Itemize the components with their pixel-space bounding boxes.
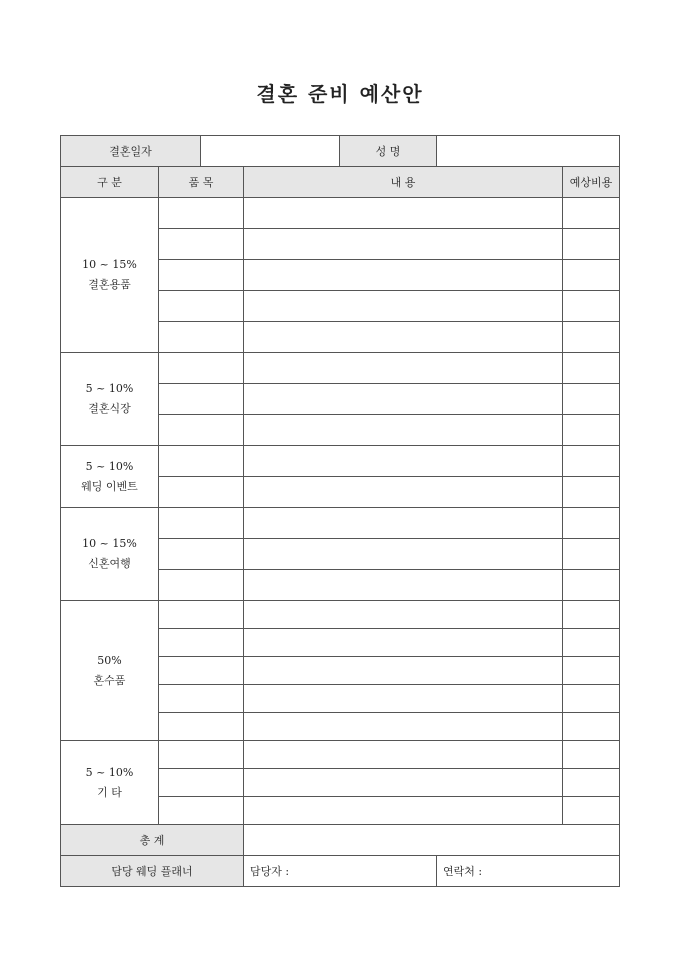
content-cell[interactable] [244, 539, 563, 570]
cost-cell[interactable] [563, 539, 620, 570]
planner-manager-field[interactable]: 담당자 : [244, 856, 437, 887]
content-cell[interactable] [244, 797, 563, 825]
content-cell[interactable] [244, 229, 563, 260]
category-percent: 5 ~ 10% [85, 459, 134, 473]
cost-cell[interactable] [563, 713, 620, 741]
name-label: 성 명 [340, 136, 437, 167]
content-cell[interactable] [244, 198, 563, 229]
item-cell[interactable] [159, 741, 244, 769]
item-cell[interactable] [159, 570, 244, 601]
budget-row [61, 601, 620, 629]
item-cell[interactable] [159, 657, 244, 685]
name-field[interactable] [437, 136, 620, 167]
content-cell[interactable] [244, 601, 563, 629]
cost-cell[interactable] [563, 629, 620, 657]
item-cell[interactable] [159, 713, 244, 741]
budget-table [60, 135, 620, 887]
category-name: 혼수품 [93, 673, 126, 687]
category-cell [61, 741, 159, 825]
content-cell[interactable] [244, 769, 563, 797]
category-percent: 10 ~ 15% [82, 258, 137, 271]
cost-cell[interactable] [563, 260, 620, 291]
cost-cell[interactable] [563, 415, 620, 446]
budget-row [61, 446, 620, 477]
cost-cell[interactable] [563, 797, 620, 825]
content-cell[interactable] [244, 415, 563, 446]
content-cell[interactable] [244, 446, 563, 477]
page-title: 결혼 준비 예산안 [256, 82, 424, 106]
item-cell[interactable] [159, 384, 244, 415]
item-cell[interactable] [159, 322, 244, 353]
item-cell[interactable] [159, 353, 244, 384]
content-cell[interactable] [244, 322, 563, 353]
category-name: 기 타 [97, 785, 122, 799]
content-cell[interactable] [244, 713, 563, 741]
cost-cell[interactable] [563, 353, 620, 384]
cost-cell[interactable] [563, 322, 620, 353]
wedding-date-label: 결혼일자 [61, 136, 201, 167]
item-cell[interactable] [159, 291, 244, 322]
cost-cell[interactable] [563, 685, 620, 713]
item-cell[interactable] [159, 508, 244, 539]
content-cell[interactable] [244, 741, 563, 769]
cost-cell[interactable] [563, 657, 620, 685]
content-cell[interactable] [244, 477, 563, 508]
cost-cell[interactable] [563, 291, 620, 322]
item-cell[interactable] [159, 539, 244, 570]
cost-cell[interactable] [563, 601, 620, 629]
budget-row [61, 198, 620, 229]
item-cell[interactable] [159, 797, 244, 825]
category-name: 웨딩 이벤트 [81, 479, 138, 493]
cost-cell[interactable] [563, 384, 620, 415]
budget-row [61, 508, 620, 539]
category-name: 결혼식장 [88, 402, 131, 415]
content-cell[interactable] [244, 685, 563, 713]
item-cell[interactable] [159, 685, 244, 713]
cost-header: 예상비용 [563, 167, 620, 198]
category-percent: 50% [97, 653, 122, 667]
total-label: 총 계 [61, 825, 244, 856]
cost-cell[interactable] [563, 769, 620, 797]
budget-row [61, 353, 620, 384]
item-cell[interactable] [159, 415, 244, 446]
cost-cell[interactable] [563, 570, 620, 601]
item-cell[interactable] [159, 477, 244, 508]
category-name: 신혼여행 [88, 557, 131, 570]
category-cell [61, 446, 159, 508]
item-cell[interactable] [159, 229, 244, 260]
content-cell[interactable] [244, 508, 563, 539]
cost-cell[interactable] [563, 198, 620, 229]
content-cell[interactable] [244, 657, 563, 685]
category-header: 구 분 [61, 167, 159, 198]
category-name: 결혼용품 [88, 278, 131, 291]
cost-cell[interactable] [563, 741, 620, 769]
cost-cell[interactable] [563, 229, 620, 260]
item-cell[interactable] [159, 446, 244, 477]
category-cell [61, 601, 159, 741]
cost-cell[interactable] [563, 477, 620, 508]
category-percent: 10 ~ 15% [82, 537, 137, 550]
item-cell[interactable] [159, 198, 244, 229]
content-cell[interactable] [244, 384, 563, 415]
content-cell[interactable] [244, 353, 563, 384]
planner-label: 담당 웨딩 플래너 [61, 856, 244, 887]
category-cell [61, 198, 159, 353]
item-cell[interactable] [159, 260, 244, 291]
cost-cell[interactable] [563, 446, 620, 477]
content-header: 내 용 [244, 167, 563, 198]
item-cell[interactable] [159, 769, 244, 797]
content-cell[interactable] [244, 291, 563, 322]
cost-cell[interactable] [563, 508, 620, 539]
item-cell[interactable] [159, 629, 244, 657]
planner-contact-field[interactable]: 연락처 : [437, 856, 620, 887]
content-cell[interactable] [244, 629, 563, 657]
total-value[interactable] [244, 825, 620, 856]
category-percent: 5 ~ 10% [85, 765, 134, 779]
content-cell[interactable] [244, 260, 563, 291]
item-cell[interactable] [159, 601, 244, 629]
category-cell [61, 353, 159, 446]
content-cell[interactable] [244, 570, 563, 601]
wedding-date-field[interactable] [201, 136, 340, 167]
category-cell [61, 508, 159, 601]
budget-row [61, 741, 620, 769]
item-header: 품 목 [159, 167, 244, 198]
category-percent: 5 ~ 10% [85, 382, 134, 395]
